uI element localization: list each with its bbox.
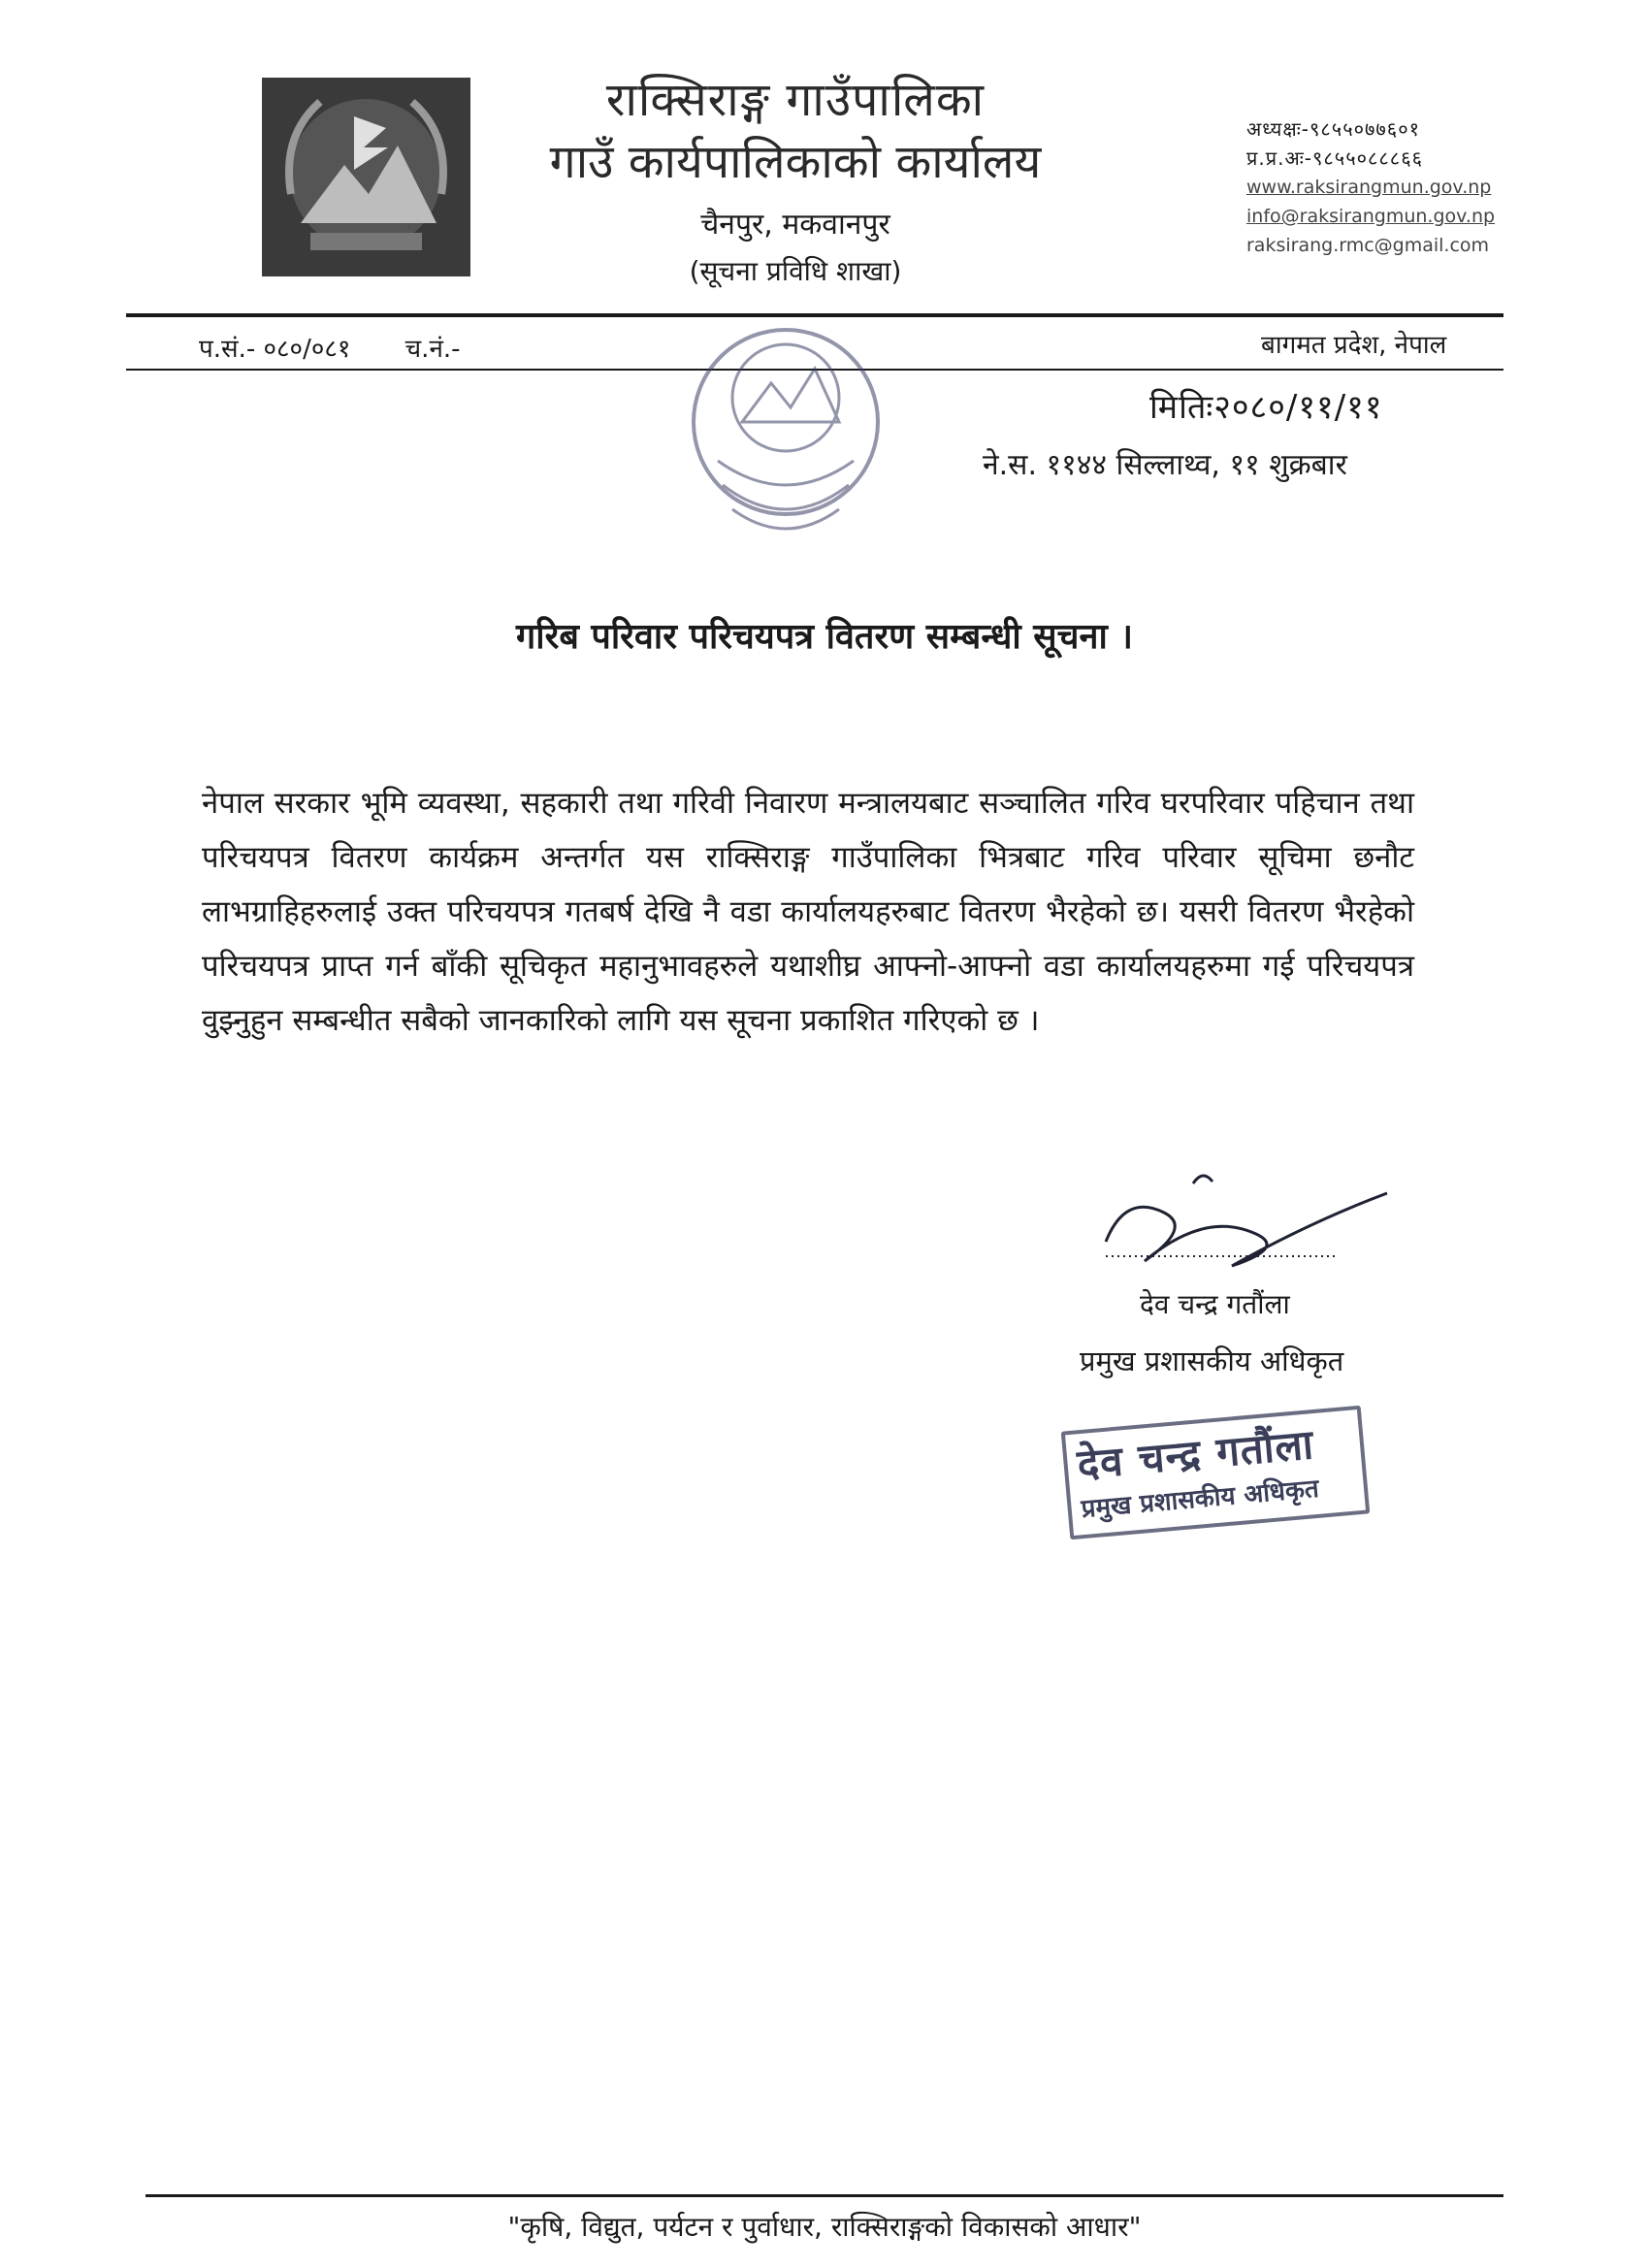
- reference-row: [199, 330, 507, 365]
- website-link[interactable]: www.raksirangmun.gov.np: [1246, 177, 1492, 198]
- info-email-link[interactable]: info@raksirangmun.gov.np: [1246, 206, 1496, 227]
- nepal-emblem-icon: [262, 78, 470, 276]
- handwritten-signature-icon: [1086, 1154, 1406, 1290]
- office-address: चैनपुर, मकवानपुर: [700, 208, 890, 242]
- cao-phone: प्र.प्र.अः-९८५५०८८८६६: [1246, 146, 1424, 170]
- province-label: बागमत प्रदेश, नेपाल: [1261, 331, 1447, 360]
- org-name: राक्सिराङ्ग गाउँपालिका: [605, 73, 986, 127]
- name-stamp: [1061, 1406, 1371, 1540]
- rmc-email-link[interactable]: raksirang.rmc@gmail.com: [1246, 235, 1490, 256]
- fiscal-reference: प.सं.- ०८०/०८१: [199, 335, 351, 364]
- stamp-name: देव चन्द्र गतौंला: [1075, 1420, 1316, 1489]
- contact-block: [1246, 114, 1537, 260]
- signatory-name: देव चन्द्र गतौंला: [1140, 1288, 1290, 1320]
- round-office-seal-icon: [679, 315, 892, 553]
- notice-subject: गरिब परिवार परिचयपत्र वितरण सम्बन्धी सूचना ।: [516, 617, 1133, 657]
- footer-motto: "कृषि, विद्युत, पर्यटन र पुर्वाधार, राक्सिराङ्गको विकासको आधार": [507, 2211, 1142, 2243]
- footer-divider: [146, 2194, 1504, 2197]
- nepal-sambat-date: ने.स. ११४४ सिल्लाथ्व, ११ शुक्रबार: [983, 448, 1347, 482]
- signatory-title: प्रमुख प्रशासकीय अधिकृत: [1080, 1345, 1344, 1377]
- office-name: गाउँ कार्यपालिकाको कार्यालय: [549, 135, 1042, 189]
- notice-body: नेपाल सरकार भूमि व्यवस्था, सहकारी तथा गरिवी निवारण मन्त्रालयबाट सञ्चालित गरिव घरपरिवार पहिचान तथा परिचयपत्र वितरण कार्यक्रम अन्तर्गत यस राक्सिराङ्ग गाउँपालिका भित्रबाट गरिव परिवार सूचिमा छनौट लाभग्राहिहरुलाई उक्त परिचयपत्र गतबर्ष देखि नै वडा कार्यालयहरुबाट वितरण भैरहेको छ। यसरी वितरण भैरहेको परिचयपत्र प्राप्त गर्न बाँकी सूचिकृत महानुभावहरुले यथाशीघ्र आफ्नो-आफ्नो वडा कार्यालयहरुमा गई परिचयपत्र वुझ्नुहुन सम्बन्धीत सबैको जानकारिको लागि यस सूचना प्रकाशित गरिएको छ ।: [202, 786, 1414, 1038]
- letterhead-title: [504, 70, 1086, 293]
- dispatch-number: च.नं.-: [404, 335, 461, 364]
- office-branch: (सूचना प्रविधि शाखा): [689, 255, 902, 287]
- stamp-title: प्रमुख प्रशासकीय अधिकृत: [1080, 1474, 1320, 1525]
- bs-date: मितिः२०८०/११/११: [1149, 388, 1383, 427]
- chairperson-phone: अध्यक्षः-९८५५०७७६०१: [1246, 117, 1420, 141]
